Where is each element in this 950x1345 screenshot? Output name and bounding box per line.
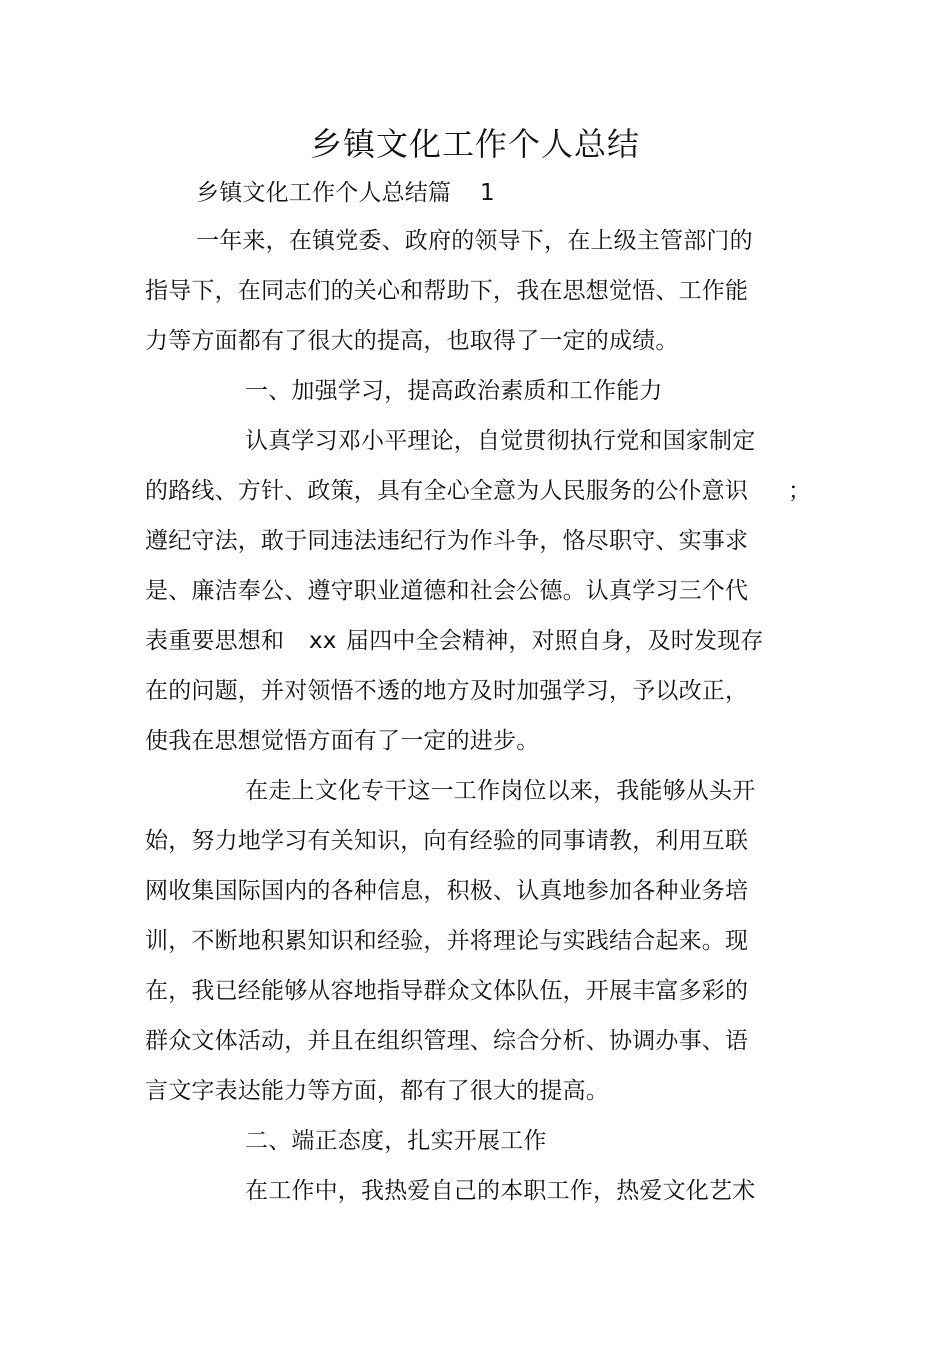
section-heading-1: 一、加强学习，提高政治素质和工作能力 <box>245 378 663 404</box>
paragraph-line: 训，不断地积累知识和经验，并将理论与实践结合起来。现 <box>145 928 749 954</box>
paragraph-line: 在走上文化专干这一工作岗位以来，我能够从头开 <box>245 778 756 804</box>
paragraph-line-placeholder: xx <box>309 628 337 654</box>
paragraph-line: 遵纪守法，敢于同违法违纪行为作斗争，恪尽职守、实事求 <box>145 528 749 554</box>
paragraph-line: 指导下，在同志们的关心和帮助下，我在思想觉悟、工作能 <box>145 278 749 304</box>
paragraph-line: 言文字表达能力等方面，都有了很大的提高。 <box>145 1078 609 1104</box>
paragraph-line: 是、廉洁奉公、遵守职业道德和社会公德。认真学习三个代 <box>145 578 749 604</box>
paragraph-line: 在的问题，并对领悟不透的地方及时加强学习，予以改正， <box>145 678 749 704</box>
paragraph-line: 在工作中，我热爱自己的本职工作，热爱文化艺术 <box>245 1178 756 1204</box>
paragraph-line: 使我在思想觉悟方面有了一定的进步。 <box>145 728 540 754</box>
paragraph-line: 力等方面都有了很大的提高，也取得了一定的成绩。 <box>145 328 679 354</box>
paragraph-line: 届四中全会精神，对照自身，及时发现存 <box>346 628 764 654</box>
paragraph-line: 的路线、方针、政策，具有全心全意为人民服务的公仆意识 <box>145 478 749 504</box>
paragraph-line: 群众文体活动，并且在组织管理、综合分析、协调办事、语 <box>145 1028 749 1054</box>
stray-punctuation: ； <box>788 478 812 504</box>
subtitle-text: 乡镇文化工作个人总结篇 <box>196 180 452 206</box>
paragraph-line: 网收集国际国内的各种信息，积极、认真地参加各种业务培 <box>145 878 749 904</box>
paragraph-line: 认真学习邓小平理论，自觉贯彻执行党和国家制定 <box>245 428 756 454</box>
paragraph-line: 始，努力地学习有关知识，向有经验的同事请教，利用互联 <box>145 828 749 854</box>
paragraph-line: 在，我已经能够从容地指导群众文体队伍，开展丰富多彩的 <box>145 978 749 1004</box>
paragraph-line: 表重要思想和 <box>145 628 285 654</box>
paragraph-line: 一年来，在镇党委、政府的领导下，在上级主管部门的 <box>196 228 753 254</box>
section-heading-2: 二、端正态度，扎实开展工作 <box>245 1128 547 1154</box>
document-title: 乡镇文化工作个人总结 <box>309 125 640 163</box>
subtitle-number: 1 <box>480 180 495 206</box>
